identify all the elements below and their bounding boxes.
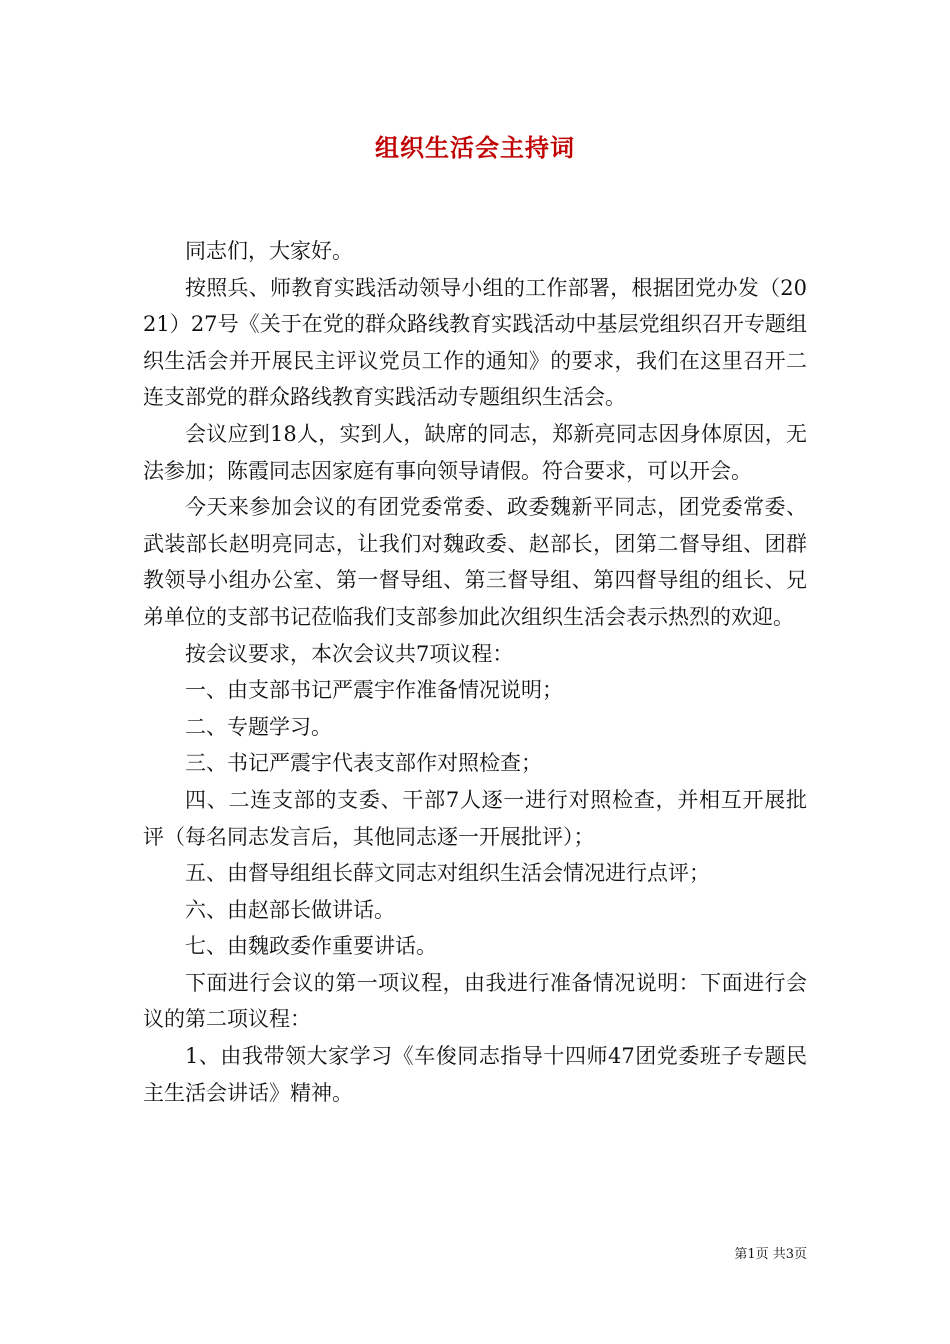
- paragraph-intro: 按照兵、师教育实践活动领导小组的工作部署，根据团党办发（2021）27号《关于在党的群众路线教育实践活动中基层党组织召开专题组织生活会并开展民主评议党员工作的通知》的要求，我们在这里召开二连支部党的群众路线教育实践活动专题组织生活会。: [143, 275, 807, 410]
- agenda-item-6: 六、由赵部长做讲话。: [185, 897, 395, 922]
- paragraph-agenda-intro: 按会议要求，本次会议共7项议程：: [185, 641, 514, 666]
- agenda-item-1: 一、由支部书记严震宇作准备情况说明；: [185, 678, 563, 703]
- document-body: [143, 233, 807, 1111]
- page-number-footer: 第1页 共3页: [734, 1247, 807, 1262]
- document-title: 组织生活会主持词: [375, 133, 575, 162]
- agenda-item-3: 三、书记严震宇代表支部作对照检查；: [185, 751, 542, 776]
- paragraph-proceed: 下面进行会议的第一项议程，由我进行准备情况说明：下面进行会议的第二项议程：: [143, 970, 807, 1032]
- paragraph-study: 1、由我带领大家学习《车俊同志指导十四师47团党委班子专题民主生活会讲话》精神。: [143, 1044, 807, 1105]
- paragraph-attendance: 会议应到18人，实到人，缺席的同志，郑新亮同志因身体原因，无法参加；陈霞同志因家庭有事向领导请假。符合要求，可以开会。: [143, 421, 807, 483]
- agenda-item-4: 四、二连支部的支委、干部7人逐一进行对照检查，并相互开展批评（每名同志发言后，其他同志逐一开展批评）；: [143, 787, 807, 849]
- agenda-item-2: 二、专题学习。: [185, 714, 332, 739]
- paragraph-welcome: 今天来参加会议的有团党委常委、政委魏新平同志，团党委常委、武装部长赵明亮同志，让我们对魏政委、赵部长，团第二督导组、团群教领导小组办公室、第一督导组、第三督导组、第四督导组的组长、兄弟单位的支部书记莅临我们支部参加此次组织生活会表示热烈的欢迎。: [143, 495, 807, 629]
- agenda-item-7: 七、由魏政委作重要讲话。: [185, 934, 437, 959]
- agenda-item-5: 五、由督导组组长薛文同志对组织生活会情况进行点评；: [185, 861, 710, 886]
- paragraph-greeting: 同志们，大家好。: [185, 239, 353, 263]
